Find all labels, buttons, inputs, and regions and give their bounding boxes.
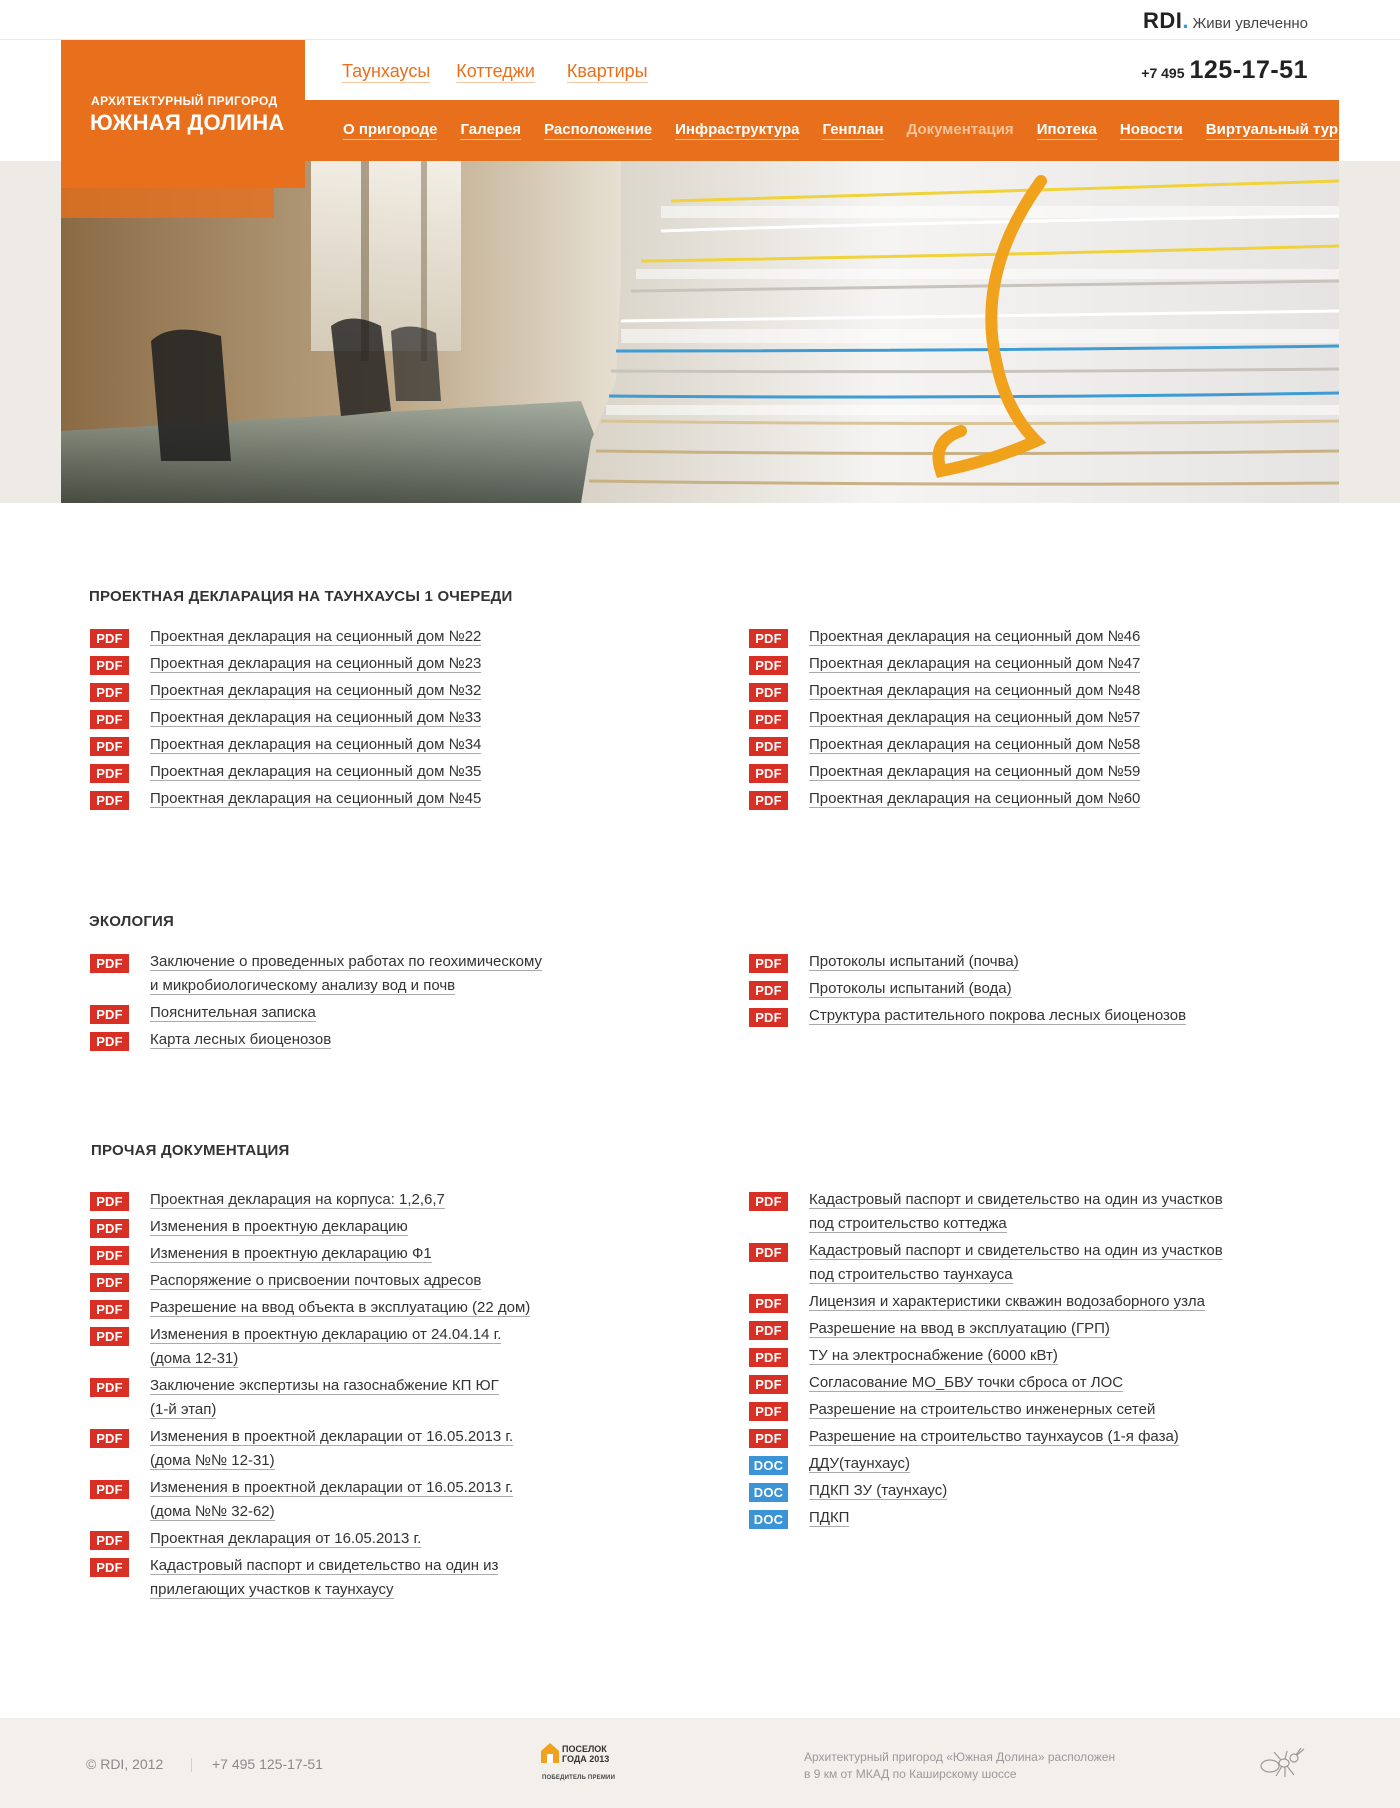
doc-link[interactable] xyxy=(809,1506,849,1530)
doc-link-text: ПДКП ЗУ (таунхаус) xyxy=(809,1482,948,1499)
pdf-badge: PDF xyxy=(749,1243,788,1262)
doc-link[interactable] xyxy=(809,1479,947,1503)
doc-item[interactable] xyxy=(749,1007,1329,1028)
doc-item[interactable] xyxy=(749,1455,1349,1476)
pdf-badge: PDF xyxy=(90,1246,129,1265)
doc-link[interactable] xyxy=(809,679,1140,703)
doc-item[interactable] xyxy=(749,790,1329,811)
doc-item[interactable] xyxy=(90,1428,670,1473)
doc-link[interactable] xyxy=(150,679,481,703)
doc-link-text: Разрешение на ввод в эксплуатацию (ГРП) xyxy=(809,1320,1110,1337)
doc-link[interactable] xyxy=(809,1290,1205,1314)
doc-item[interactable] xyxy=(90,763,670,784)
nav-item-gallery[interactable]: Галерея xyxy=(460,121,522,138)
pdf-badge: PDF xyxy=(90,1558,129,1577)
award-title-line1: ПОСЕЛОК xyxy=(562,1744,607,1754)
doc-link[interactable] xyxy=(809,733,1140,757)
doc-item[interactable] xyxy=(90,736,670,757)
pdf-badge: PDF xyxy=(90,1480,129,1499)
doc-item[interactable] xyxy=(90,1479,670,1524)
doc-link-text: Кадастровый паспорт и свидетельство на один из участков xyxy=(809,1242,1223,1259)
doc-link[interactable] xyxy=(809,1004,1186,1028)
pdf-badge: PDF xyxy=(90,710,129,729)
doc-link[interactable] xyxy=(150,1269,481,1293)
doc-item[interactable] xyxy=(90,628,670,649)
site-logo[interactable] xyxy=(61,40,305,188)
section-title: ЭКОЛОГИЯ xyxy=(89,913,174,930)
pdf-badge: PDF xyxy=(90,1531,129,1550)
rdi-logo[interactable]: RDI xyxy=(1142,8,1183,33)
ant-icon[interactable] xyxy=(1254,1746,1314,1785)
doc-link[interactable] xyxy=(809,1317,1110,1341)
doc-link-text: Проектная декларация на сеционный дом №58 xyxy=(809,736,1141,753)
pdf-badge: PDF xyxy=(90,656,129,675)
doc-link-text: Заключение экспертизы на газоснабжение КП ЮГ xyxy=(150,1377,499,1394)
doc-item[interactable] xyxy=(749,1320,1349,1341)
doc-item[interactable] xyxy=(90,655,670,676)
doc-link-text: Проектная декларация на корпуса: 1,2,6,7 xyxy=(150,1191,445,1208)
doc-link[interactable] xyxy=(150,1527,421,1551)
doc-column-left xyxy=(90,1191,670,1608)
doc-link[interactable] xyxy=(150,706,481,730)
doc-link[interactable] xyxy=(150,1425,513,1473)
doc-item[interactable] xyxy=(749,1293,1349,1314)
doc-link-text: Разрешение на строительство таунхаусов (1-я фаза) xyxy=(809,1428,1179,1445)
pdf-badge: PDF xyxy=(90,1273,129,1292)
pdf-badge: PDF xyxy=(90,1327,129,1346)
pdf-badge: PDF xyxy=(749,1429,788,1448)
doc-link[interactable] xyxy=(150,760,481,784)
pdf-badge: PDF xyxy=(749,764,788,783)
doc-item[interactable] xyxy=(90,1191,670,1212)
doc-item[interactable] xyxy=(90,1245,670,1266)
doc-item[interactable] xyxy=(749,1428,1349,1449)
doc-link-text: Протоколы испытаний (вода) xyxy=(809,980,1012,997)
nav-item-virtual-tour[interactable]: Виртуальный тур xyxy=(1205,121,1339,138)
doc-link-text: Распоряжение о присвоении почтовых адресов xyxy=(150,1272,482,1289)
doc-column-right xyxy=(749,953,1329,1034)
doc-item[interactable] xyxy=(90,682,670,703)
doc-link[interactable] xyxy=(150,1028,331,1052)
doc-item[interactable] xyxy=(749,736,1329,757)
doc-column-right xyxy=(749,1191,1349,1536)
doc-link-text: Пояснительная записка xyxy=(150,1004,316,1021)
doc-badge: DOC xyxy=(749,1456,788,1475)
pdf-badge: PDF xyxy=(749,1348,788,1367)
doc-link-text: Проектная декларация на сеционный дом №22 xyxy=(150,628,482,645)
doc-link-text: Проектная декларация на сеционный дом №57 xyxy=(809,709,1141,726)
doc-link[interactable] xyxy=(809,706,1140,730)
doc-link[interactable] xyxy=(150,625,481,649)
doc-badge: DOC xyxy=(749,1483,788,1502)
nav-item-about[interactable]: О пригороде xyxy=(343,121,438,138)
doc-link-text: Проектная декларация на сеционный дом №32 xyxy=(150,682,482,699)
pdf-badge: PDF xyxy=(749,629,788,648)
doc-link-text: Изменения в проектной декларации от 16.05.2013 г. xyxy=(150,1428,514,1445)
footer-phone[interactable]: +7 495 125-17-51 xyxy=(212,1756,323,1772)
footer xyxy=(0,1718,1400,1808)
doc-item[interactable] xyxy=(90,790,670,811)
doc-link-text: Изменения в проектную декларацию Ф1 xyxy=(150,1245,432,1262)
doc-link-text: Проектная декларация на сеционный дом №23 xyxy=(150,655,482,672)
logo-title: ЮЖНАЯ ДОЛИНА xyxy=(90,110,285,135)
doc-link-text: (дома 12-31) xyxy=(150,1350,239,1367)
doc-link-text: Протоколы испытаний (почва) xyxy=(809,953,1019,970)
doc-link[interactable] xyxy=(150,1476,513,1524)
pdf-badge: PDF xyxy=(90,737,129,756)
doc-item[interactable] xyxy=(749,980,1329,1001)
pdf-badge: PDF xyxy=(749,954,788,973)
top-bar xyxy=(0,0,1400,40)
doc-column-left xyxy=(90,628,670,817)
nav-item-masterplan[interactable]: Генплан xyxy=(822,121,884,138)
phone-code: +7 495 xyxy=(1141,65,1185,81)
doc-link-text: Проектная декларация на сеционный дом №46 xyxy=(809,628,1141,645)
pdf-badge: PDF xyxy=(90,1429,129,1448)
pdf-badge: PDF xyxy=(749,1321,788,1340)
doc-link[interactable] xyxy=(809,787,1140,811)
award-title-line2: ГОДА 2013 xyxy=(562,1754,610,1764)
award-badge[interactable] xyxy=(540,1742,620,1784)
category-link-cottages[interactable]: Коттеджи xyxy=(456,61,535,81)
doc-column-right xyxy=(749,628,1329,817)
doc-link[interactable] xyxy=(150,1554,498,1602)
doc-link-text: и микробиологическому анализу вод и почв xyxy=(150,977,456,994)
doc-link-text: под строительство коттеджа xyxy=(809,1215,1007,1232)
main-nav xyxy=(305,100,1339,161)
nav-item-location[interactable]: Расположение xyxy=(544,121,653,138)
logo-subtitle: АРХИТЕКТУРНЫЙ ПРИГОРОД xyxy=(91,94,278,108)
doc-item[interactable] xyxy=(749,1347,1349,1368)
doc-link[interactable] xyxy=(809,1425,1179,1449)
doc-item[interactable] xyxy=(90,953,670,998)
pdf-badge: PDF xyxy=(90,1192,129,1211)
doc-item[interactable] xyxy=(90,1530,670,1551)
pdf-badge: PDF xyxy=(90,954,129,973)
section-title: ПРОЕКТНАЯ ДЕКЛАРАЦИЯ НА ТАУНХАУСЫ 1 ОЧЕРЕДИ xyxy=(89,588,513,605)
doc-column-left xyxy=(90,953,670,1058)
doc-link-text: Изменения в проектную декларацию от 24.04.14 г. xyxy=(150,1326,502,1343)
doc-link[interactable] xyxy=(150,1296,530,1320)
doc-link[interactable] xyxy=(150,652,481,676)
footer-description: Архитектурный пригород «Южная Долина» расположен в 9 км от МКАД по Каширскому шоссе xyxy=(804,1750,1116,1781)
doc-link-text: Проектная декларация на сеционный дом №45 xyxy=(150,790,482,807)
rdi-logo-dot: . xyxy=(1182,8,1189,33)
doc-link[interactable] xyxy=(809,1344,1058,1368)
doc-link-text: Структура растительного покрова лесных биоценозов xyxy=(809,1007,1187,1024)
doc-link-text: Проектная декларация на сеционный дом №34 xyxy=(150,736,482,753)
doc-item[interactable] xyxy=(90,1557,670,1602)
doc-item[interactable] xyxy=(90,1299,670,1320)
pdf-badge: PDF xyxy=(749,981,788,1000)
doc-item[interactable] xyxy=(749,709,1329,730)
doc-item[interactable] xyxy=(749,1374,1349,1395)
doc-link[interactable] xyxy=(809,1371,1123,1395)
award-house-icon xyxy=(540,1742,560,1764)
pdf-badge: PDF xyxy=(90,1219,129,1238)
pdf-badge: PDF xyxy=(749,710,788,729)
doc-link-text: Проектная декларация на сеционный дом №59 xyxy=(809,763,1141,780)
pdf-badge: PDF xyxy=(90,1005,129,1024)
doc-link[interactable] xyxy=(809,652,1140,676)
doc-link[interactable] xyxy=(150,1001,316,1025)
section-title: ПРОЧАЯ ДОКУМЕНТАЦИЯ xyxy=(91,1142,290,1159)
doc-item[interactable] xyxy=(90,1004,670,1025)
doc-link[interactable] xyxy=(150,733,481,757)
doc-link[interactable] xyxy=(150,1323,501,1371)
doc-link-text: Карта лесных биоценозов xyxy=(150,1031,332,1048)
pdf-badge: PDF xyxy=(90,683,129,702)
doc-link-text: Проектная декларация на сеционный дом №33 xyxy=(150,709,482,726)
phone-number: 125-17-51 xyxy=(1189,56,1308,84)
footer-copyright: © RDI, 2012 xyxy=(86,1756,164,1772)
pdf-badge: PDF xyxy=(90,629,129,648)
doc-link-text: Проектная декларация от 16.05.2013 г. xyxy=(150,1530,422,1547)
pdf-badge: PDF xyxy=(749,1294,788,1313)
doc-link[interactable] xyxy=(809,1452,910,1476)
doc-item[interactable] xyxy=(749,682,1329,703)
doc-item[interactable] xyxy=(749,953,1329,974)
pdf-badge: PDF xyxy=(90,1300,129,1319)
doc-link[interactable] xyxy=(809,760,1140,784)
doc-item[interactable] xyxy=(90,1377,670,1422)
doc-link[interactable] xyxy=(809,977,1012,1001)
doc-link-text: Проектная декларация на сеционный дом №47 xyxy=(809,655,1141,672)
pdf-badge: PDF xyxy=(749,656,788,675)
doc-link-text: Проектная декларация на сеционный дом №60 xyxy=(809,790,1141,807)
doc-link-text: (дома №№ 32-62) xyxy=(150,1503,275,1520)
doc-link-text: (1-й этап) xyxy=(150,1401,217,1418)
doc-item[interactable] xyxy=(749,1191,1349,1236)
pdf-badge: PDF xyxy=(749,1375,788,1394)
doc-link-text: Заключение о проведенных работах по геохимическому xyxy=(150,953,542,970)
doc-link-text: Разрешение на строительство инженерных сетей xyxy=(809,1401,1156,1418)
doc-link-text: Лицензия и характеристики скважин водозаборного узла xyxy=(809,1293,1205,1310)
doc-item[interactable] xyxy=(90,1272,670,1293)
pdf-badge: PDF xyxy=(749,737,788,756)
doc-item[interactable] xyxy=(749,628,1329,649)
doc-item[interactable] xyxy=(749,763,1329,784)
doc-link-text: Изменения в проектной декларации от 16.05.2013 г. xyxy=(150,1479,514,1496)
category-link-apartments[interactable]: Квартиры xyxy=(566,61,648,81)
rdi-brand[interactable] xyxy=(1143,8,1308,34)
doc-link[interactable] xyxy=(150,1188,445,1212)
header xyxy=(0,40,1400,161)
pdf-badge: PDF xyxy=(749,1402,788,1421)
doc-link-text: Кадастровый паспорт и свидетельство на один из xyxy=(150,1557,499,1574)
pdf-badge: PDF xyxy=(90,791,129,810)
pdf-badge: PDF xyxy=(749,1008,788,1027)
doc-link[interactable] xyxy=(809,950,1019,974)
doc-item[interactable] xyxy=(749,1401,1349,1422)
doc-link-text: прилегающих участков к таунхаусу xyxy=(150,1581,394,1598)
doc-link-text: ДДУ(таунхаус) xyxy=(809,1455,911,1472)
doc-link[interactable] xyxy=(150,1374,499,1422)
doc-link[interactable] xyxy=(809,625,1140,649)
doc-item[interactable] xyxy=(90,1218,670,1239)
doc-link[interactable] xyxy=(809,1188,1223,1236)
pdf-badge: PDF xyxy=(90,764,129,783)
doc-item[interactable] xyxy=(90,709,670,730)
doc-link-text: ТУ на электроснабжение (6000 кВт) xyxy=(809,1347,1058,1364)
footer-divider xyxy=(191,1758,192,1772)
pdf-badge: PDF xyxy=(90,1032,129,1051)
nav-item-documentation[interactable]: Документация xyxy=(906,121,1014,138)
doc-item[interactable] xyxy=(749,1482,1349,1503)
doc-item[interactable] xyxy=(90,1031,670,1052)
pdf-badge: PDF xyxy=(749,683,788,702)
pdf-badge: PDF xyxy=(90,1378,129,1397)
nav-item-mortgage[interactable]: Ипотека xyxy=(1036,121,1097,138)
doc-link[interactable] xyxy=(150,1215,408,1239)
rdi-slogan: Живи увлеченно xyxy=(1192,15,1308,32)
doc-link-text: Проектная декларация на сеционный дом №35 xyxy=(150,763,482,780)
doc-item[interactable] xyxy=(749,1509,1349,1530)
doc-badge: DOC xyxy=(749,1510,788,1529)
doc-link[interactable] xyxy=(150,1242,432,1266)
doc-link-text: Разрешение на ввод объекта в эксплуатацию (22 дом) xyxy=(150,1299,531,1316)
doc-link-text: Согласование МО_БВУ точки сброса от ЛОС xyxy=(809,1374,1124,1391)
doc-item[interactable] xyxy=(749,1242,1349,1287)
doc-link[interactable] xyxy=(809,1239,1223,1287)
doc-link[interactable] xyxy=(150,787,481,811)
award-caption: ПОБЕДИТЕЛЬ ПРЕМИИ xyxy=(542,1775,616,1781)
nav-item-news[interactable]: Новости xyxy=(1119,121,1183,138)
doc-link-text: ПДКП xyxy=(809,1509,850,1526)
category-link-townhouses[interactable]: Таунхаусы xyxy=(342,61,431,81)
pdf-badge: PDF xyxy=(749,791,788,810)
doc-link-text: Изменения в проектную декларацию xyxy=(150,1218,408,1235)
header-phone[interactable] xyxy=(1141,56,1308,85)
doc-link[interactable] xyxy=(150,950,542,998)
doc-link[interactable] xyxy=(809,1398,1155,1422)
pdf-badge: PDF xyxy=(749,1192,788,1211)
doc-item[interactable] xyxy=(749,655,1329,676)
doc-link-text: Проектная декларация на сеционный дом №48 xyxy=(809,682,1141,699)
doc-link-text: под строительство таунхауса xyxy=(809,1266,1013,1283)
nav-item-infrastructure[interactable]: Инфраструктура xyxy=(675,121,800,138)
category-nav xyxy=(342,60,674,83)
doc-link-text: (дома №№ 12-31) xyxy=(150,1452,275,1469)
doc-item[interactable] xyxy=(90,1326,670,1371)
doc-link-text: Кадастровый паспорт и свидетельство на один из участков xyxy=(809,1191,1223,1208)
